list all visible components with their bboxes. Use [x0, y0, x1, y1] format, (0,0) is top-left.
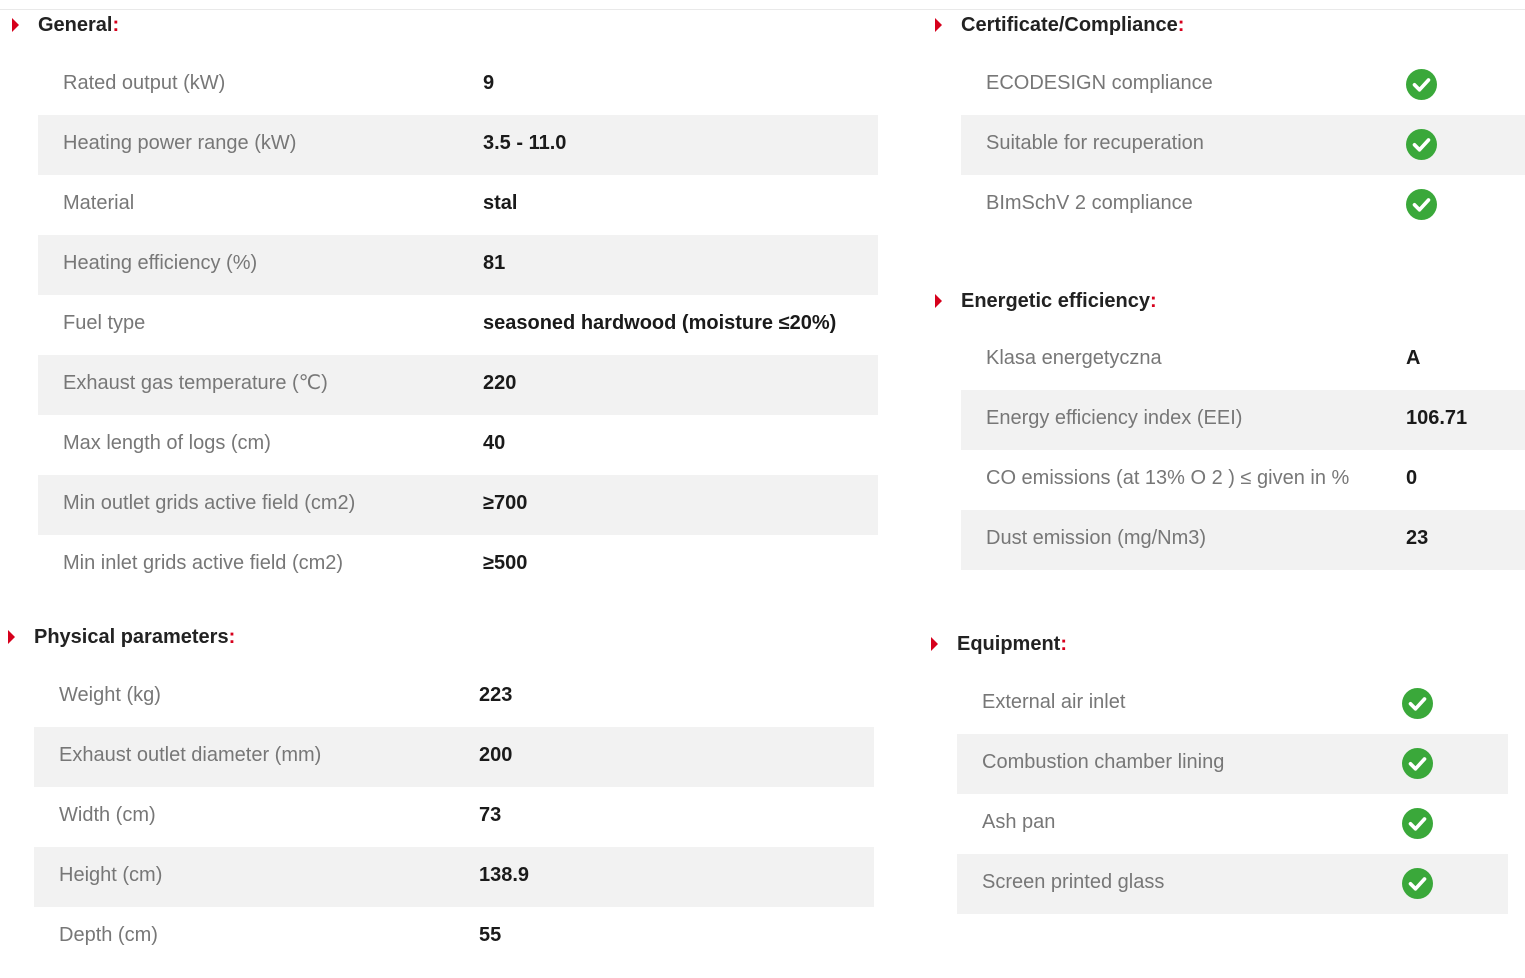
spec-value: 73 — [479, 804, 502, 826]
check-circle-icon — [1402, 868, 1433, 899]
spec-value: ≥500 — [483, 552, 528, 574]
spec-value: 220 — [483, 372, 517, 394]
caret-right-icon — [931, 637, 938, 651]
check-circle-icon — [1402, 808, 1433, 839]
section-title: Energetic efficiency: — [961, 290, 1157, 312]
top-divider — [0, 9, 1525, 10]
spec-label: Suitable for recuperation — [986, 132, 1204, 154]
spec-value: seasoned hardwood (moisture ≤20%) — [483, 312, 837, 334]
spec-label: Weight (kg) — [59, 684, 161, 706]
spec-label: External air inlet — [982, 691, 1126, 713]
spec-label: Min inlet grids active field (cm2) — [63, 552, 344, 574]
spec-value: 138.9 — [479, 864, 530, 886]
check-circle-icon — [1406, 69, 1437, 100]
spec-value: 23 — [1406, 527, 1429, 549]
caret-right-icon — [935, 294, 942, 308]
spec-label: Ash pan — [982, 811, 1056, 833]
check-circle-icon — [1402, 748, 1433, 779]
spec-row — [34, 787, 874, 847]
spec-label: Exhaust outlet diameter (mm) — [59, 744, 322, 766]
spec-table-physical — [34, 667, 874, 967]
spec-row — [961, 55, 1525, 115]
spec-value: 0 — [1406, 467, 1418, 489]
spec-row — [957, 674, 1508, 734]
spec-label: Combustion chamber lining — [982, 751, 1225, 773]
spec-row — [38, 355, 878, 415]
caret-right-icon — [12, 18, 19, 32]
spec-row — [34, 847, 874, 907]
check-circle-icon — [1406, 189, 1437, 220]
spec-row — [38, 415, 878, 475]
spec-table-general — [38, 55, 878, 595]
section-title: General: — [38, 14, 120, 36]
spec-label: Width (cm) — [59, 804, 156, 826]
spec-row — [38, 535, 878, 595]
spec-row — [38, 235, 878, 295]
check-circle-icon — [1402, 688, 1433, 719]
spec-row — [957, 794, 1508, 854]
spec-row — [38, 475, 878, 535]
spec-label: ECODESIGN compliance — [986, 72, 1213, 94]
spec-label: Fuel type — [63, 312, 146, 334]
spec-row — [38, 115, 878, 175]
section-title: Certificate/Compliance: — [961, 14, 1185, 36]
spec-label: Material — [63, 192, 135, 214]
section-title: Physical parameters: — [34, 626, 236, 648]
spec-row — [961, 115, 1525, 175]
spec-value: A — [1406, 347, 1421, 369]
spec-label: Max length of logs (cm) — [63, 432, 271, 454]
spec-table-certificate — [961, 55, 1525, 235]
spec-label: Heating efficiency (%) — [63, 252, 258, 274]
spec-row — [38, 55, 878, 115]
spec-row — [961, 390, 1525, 450]
spec-label: Exhaust gas temperature (℃) — [63, 372, 328, 394]
spec-row — [34, 907, 874, 967]
section-title: Equipment: — [957, 633, 1068, 655]
spec-row — [961, 330, 1525, 390]
spec-label: Screen printed glass — [982, 871, 1165, 893]
spec-row — [957, 854, 1508, 914]
spec-value: 81 — [483, 252, 506, 274]
spec-value: stal — [483, 192, 518, 214]
spec-label: Dust emission (mg/Nm3) — [986, 527, 1207, 549]
spec-value: 200 — [479, 744, 513, 766]
spec-row — [961, 175, 1525, 235]
check-circle-icon — [1406, 129, 1437, 160]
spec-label: BImSchV 2 compliance — [986, 192, 1193, 214]
spec-value: 223 — [479, 684, 513, 706]
caret-right-icon — [935, 18, 942, 32]
spec-value: 3.5 - 11.0 — [483, 132, 567, 154]
spec-label: Energy efficiency index (EEI) — [986, 407, 1243, 429]
spec-value: 55 — [479, 924, 502, 946]
spec-value: ≥700 — [483, 492, 528, 514]
spec-label: Heating power range (kW) — [63, 132, 297, 154]
spec-row — [34, 727, 874, 787]
spec-row — [38, 295, 878, 355]
spec-table-energetic — [961, 330, 1525, 570]
spec-table-equipment — [957, 674, 1508, 914]
spec-label: Min outlet grids active field (cm2) — [63, 492, 356, 514]
spec-row — [961, 450, 1525, 510]
spec-label: Rated output (kW) — [63, 72, 226, 94]
spec-row — [38, 175, 878, 235]
spec-value: 9 — [483, 72, 495, 94]
spec-row — [957, 734, 1508, 794]
spec-value: 40 — [483, 432, 506, 454]
spec-label: Klasa energetyczna — [986, 347, 1162, 369]
spec-label: Height (cm) — [59, 864, 163, 886]
spec-row — [961, 510, 1525, 570]
spec-label: CO emissions (at 13% O 2 ) ≤ given in % — [986, 467, 1350, 489]
caret-right-icon — [8, 630, 15, 644]
spec-label: Depth (cm) — [59, 924, 158, 946]
spec-row — [34, 667, 874, 727]
spec-value: 106.71 — [1406, 407, 1468, 429]
